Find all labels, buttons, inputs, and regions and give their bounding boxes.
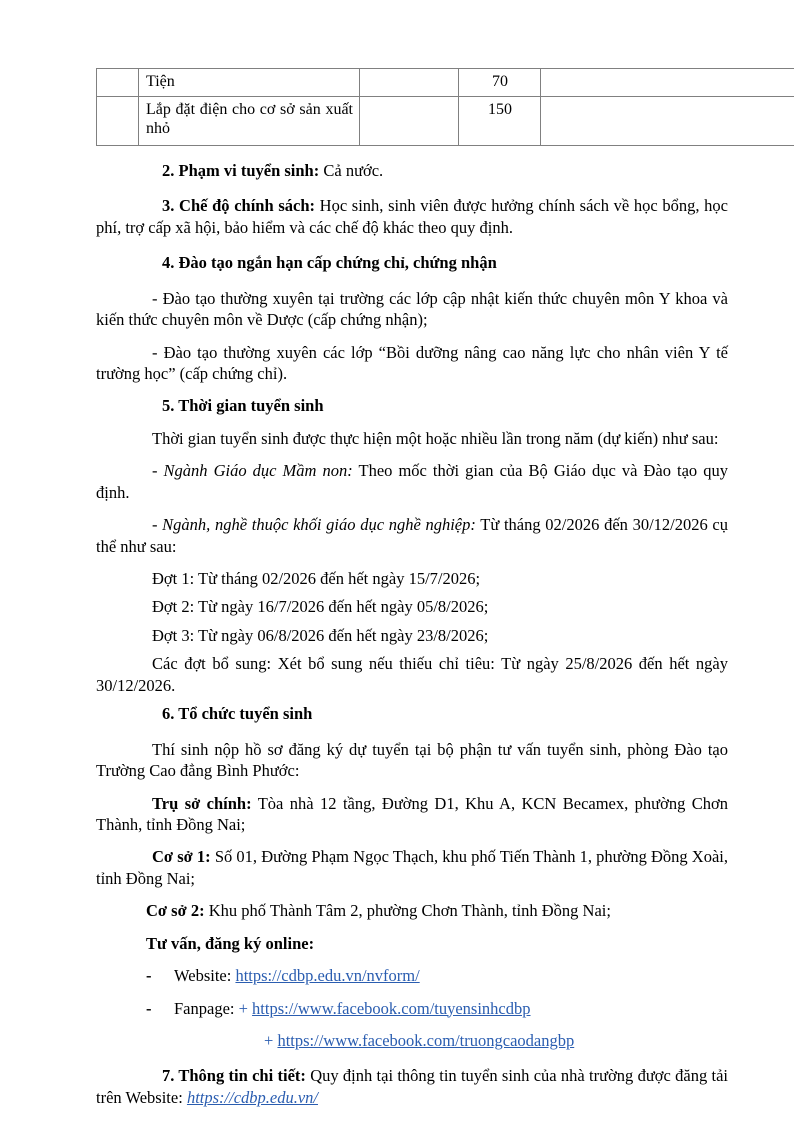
fanpage-link-1[interactable]: https://www.facebook.com/tuyensinhcdbp [252, 998, 531, 1018]
fanpage-link-2[interactable]: https://www.facebook.com/truongcaodangbp [277, 1031, 575, 1050]
table-cell-index [97, 69, 139, 97]
section-6-site-1 [96, 846, 728, 889]
website-label: Website: [174, 966, 232, 986]
table-cell-mid [360, 69, 459, 97]
section-7-title: 7. Thông tin chi tiết: [162, 1066, 306, 1086]
table-cell-name: Lắp đặt điện cho cơ sở sản xuất nhỏ [139, 96, 360, 145]
section-2-title: 2. Phạm vi tuyển sinh: [162, 160, 320, 180]
list-item-fanpage-secondary [96, 1030, 728, 1051]
section-6-headquarters [96, 793, 728, 836]
section-7-paragraph [96, 1065, 728, 1108]
section-5-dot-extra: Các đợt bổ sung: Xét bổ sung nếu thiếu chỉ tiêu: Từ ngày 25/8/2026 đến hết ngày 30/12/2026. [96, 654, 728, 695]
section-3-title: 3. Chế độ chính sách: [162, 196, 315, 216]
section-5-mamnon-label: - Ngành Giáo dục Mầm non: [152, 461, 353, 481]
table-cell-quantity: 70 [459, 69, 541, 97]
section-4-bullet-2: - Đào tạo thường xuyên các lớp “Bồi dưỡng nâng cao năng lực cho nhân viên Y tế trường học” (cấp chứng chỉ). [96, 342, 728, 383]
section-5-intro: Thời gian tuyển sinh được thực hiện một hoặc nhiều lần trong năm (dự kiến) như sau: [152, 428, 719, 448]
list-item-fanpage [96, 998, 728, 1019]
fanpage-label: Fanpage: [174, 998, 235, 1018]
dash-bullet-icon: - [146, 966, 152, 986]
section-5-dot-3: Đợt 3: Từ ngày 06/8/2026 đến hết ngày 23/8/2026; [152, 625, 489, 645]
website-link[interactable]: https://cdbp.edu.vn/nvform/ [235, 966, 420, 986]
section-6-site-2-body: Khu phố Thành Tâm 2, phường Chơn Thành, tỉnh Đồng Nai; [204, 901, 611, 921]
section-5-mamnon [96, 460, 728, 503]
section-2-body: Cả nước. [319, 160, 384, 180]
table-cell-name: Tiện [139, 69, 360, 97]
section-5-dot-2: Đợt 2: Từ ngày 16/7/2026 đến hết ngày 05/8/2026; [152, 597, 489, 617]
table-cell-mid [360, 96, 459, 145]
section-6-intro: Thí sinh nộp hồ sơ đăng ký dự tuyển tại bộ phận tư vấn tuyển sinh, phòng Đào tạo Trường Cao đẳng Bình Phước: [96, 739, 728, 781]
section-6-site-1-label: Cơ sở 1: [152, 847, 211, 867]
table-cell-index [97, 96, 139, 145]
section-6-headquarters-label: Trụ sở chính: [152, 793, 252, 813]
section-4-title: 4. Đào tạo ngắn hạn cấp chứng chỉ, chứng nhận [162, 253, 497, 273]
section-5-nghe-body: Từ tháng 02/2026 đến 30/12/2026 cụ thể như sau: [96, 515, 729, 556]
section-6-site-2-label: Cơ sở 2: [146, 901, 205, 921]
list-item-website [96, 965, 728, 986]
section-7-website-link[interactable]: https://cdbp.edu.vn/ [186, 1087, 318, 1107]
plus-marker-icon: + [238, 998, 248, 1018]
section-2-paragraph [96, 160, 728, 181]
section-5-nghe-label: - Ngành, nghề thuộc khối giáo dục nghề nghiệp: [152, 515, 476, 535]
section-5-mamnon-body: Theo mốc thời gian của Bộ Giáo dục và Đào tạo quy định. [96, 461, 728, 502]
table-row [97, 69, 794, 97]
section-5-dot-1: Đợt 1: Từ tháng 02/2026 đến hết ngày 15/7/2026; [152, 569, 481, 588]
section-6-headquarters-body: Tòa nhà 12 tầng, Đường D1, Khu A, KCN Becamex, phường Chơn Thành, tỉnh Đồng Nai; [96, 793, 728, 834]
specification-table [96, 68, 794, 146]
section-4-bullet-1: - Đào tạo thường xuyên tại trường các lớp cập nhật kiến thức chuyên môn Y khoa và kiến thức chuyên môn về Dược (cấp chứng nhận); [96, 288, 728, 330]
document-content [96, 68, 728, 1108]
section-6-online-label: Tư vấn, đăng ký online: [146, 933, 315, 953]
section-5-nghe [96, 514, 728, 557]
table-row [97, 96, 794, 145]
plus-marker-icon: + [264, 1031, 274, 1050]
table-cell-note [541, 96, 794, 145]
table-cell-quantity: 150 [459, 96, 541, 145]
contact-link-list [96, 965, 728, 1051]
section-6-site-2 [96, 900, 728, 921]
section-6-site-1-body: Số 01, Đường Phạm Ngọc Thạch, khu phố Tiến Thành 1, phường Đồng Xoài, tỉnh Đồng Nai; [96, 847, 728, 888]
dash-bullet-icon: - [146, 998, 152, 1018]
section-6-title: 6. Tổ chức tuyển sinh [162, 704, 313, 724]
section-3-paragraph [96, 195, 728, 238]
section-7-body: Quy định tại thông tin tuyển sinh của nhà trường được đăng tải trên Website: [96, 1066, 729, 1107]
table-cell-note [541, 69, 794, 97]
section-5-title: 5. Thời gian tuyển sinh [162, 396, 324, 416]
section-3-body: Học sinh, sinh viên được hưởng chính sách về học bổng, học phí, trợ cấp xã hội, bảo hiểm và các chế độ khác theo quy định. [96, 196, 728, 237]
